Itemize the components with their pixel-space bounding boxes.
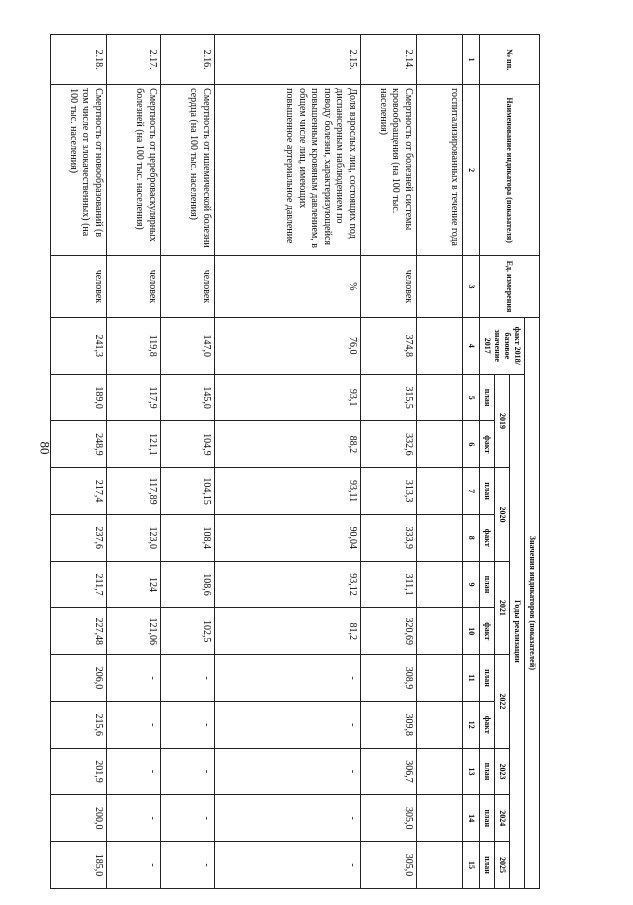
header-year-2021: 2021 (495, 561, 510, 654)
header-fact: факт (480, 701, 495, 748)
header-plan: план (480, 842, 495, 889)
value-cell: 217,4 (51, 468, 107, 515)
table-row (51, 35, 107, 889)
value-cell: 200,0 (51, 795, 107, 842)
value-cell: 211,7 (51, 561, 107, 608)
indicators-table (50, 34, 540, 889)
column-number: 1 (463, 35, 480, 85)
column-number: 6 (463, 421, 480, 468)
row-number: 2.18. (51, 35, 107, 85)
table-row (215, 35, 361, 889)
header-year-2019: 2019 (495, 374, 510, 467)
value-cell: - (107, 748, 161, 795)
value-cell: 206,0 (51, 655, 107, 702)
value-cell: 121,06 (107, 608, 161, 655)
value-cell: - (215, 748, 361, 795)
value-cell: 311,1 (361, 561, 417, 608)
value-cell: 306,7 (361, 748, 417, 795)
value-cell: - (107, 795, 161, 842)
header-year-2025: 2025 (495, 842, 510, 889)
value-cell: 315,5 (361, 374, 417, 421)
value-cell: 333,9 (361, 514, 417, 561)
value-cell (417, 514, 463, 561)
value-cell: 332,6 (361, 421, 417, 468)
value-cell: 308,9 (361, 655, 417, 702)
value-cell (417, 317, 463, 374)
row-number: 2.15. (215, 35, 361, 85)
value-cell: 81,2 (215, 608, 361, 655)
value-cell: 102,5 (161, 608, 215, 655)
value-cell: 309,8 (361, 701, 417, 748)
value-cell: 123,0 (107, 514, 161, 561)
value-cell: - (161, 655, 215, 702)
value-cell: - (215, 842, 361, 889)
value-cell: 313,3 (361, 468, 417, 515)
value-cell: 124 (107, 561, 161, 608)
value-cell: - (161, 842, 215, 889)
value-cell (417, 608, 463, 655)
indicator-name: Смертность от ишемической болезни сердца (на 100 тыс. населения) (161, 85, 215, 256)
value-cell: 119,8 (107, 317, 161, 374)
value-cell: 104,15 (161, 468, 215, 515)
unit-cell (417, 256, 463, 318)
header-year-2020: 2020 (495, 468, 510, 561)
value-cell: 227,48 (51, 608, 107, 655)
column-number: 7 (463, 468, 480, 515)
column-number: 2 (463, 85, 480, 256)
header-fact: факт (480, 608, 495, 655)
header-years-group: Годы реализации (510, 374, 525, 888)
table-row (361, 35, 417, 889)
value-cell: 93,11 (215, 468, 361, 515)
column-number: 11 (463, 655, 480, 702)
value-cell: 93,1 (215, 374, 361, 421)
value-cell (417, 374, 463, 421)
value-cell: 215,6 (51, 701, 107, 748)
value-cell: 305,0 (361, 842, 417, 889)
value-cell: - (215, 795, 361, 842)
header-fact: факт (480, 514, 495, 561)
table-row (107, 35, 161, 889)
header-year-2022: 2022 (495, 655, 510, 748)
row-number: 2.16. (161, 35, 215, 85)
table-row (417, 35, 463, 889)
value-cell: 248,9 (51, 421, 107, 468)
unit-cell: % (215, 256, 361, 318)
column-number: 13 (463, 748, 480, 795)
value-cell: 76,0 (215, 317, 361, 374)
header-plan: план (480, 795, 495, 842)
value-cell: - (107, 701, 161, 748)
value-cell (417, 748, 463, 795)
value-cell (417, 655, 463, 702)
indicator-name: Доля взрослых лиц, состоящих под диспансерным наблюдением по поводу болезни, характеризующейся повышенным кровяным давлением, в общем числе лиц, имеющих повышенное артериальное давление (215, 85, 361, 256)
value-cell: 117,89 (107, 468, 161, 515)
column-number: 9 (463, 561, 480, 608)
header-fact: факт (480, 421, 495, 468)
value-cell: 237,6 (51, 514, 107, 561)
column-number: 4 (463, 317, 480, 374)
table-body (51, 35, 463, 889)
value-cell: 189,0 (51, 374, 107, 421)
value-cell: - (161, 701, 215, 748)
indicator-name: госпитализированных в течение года (417, 85, 463, 256)
value-cell: 88,2 (215, 421, 361, 468)
value-cell (417, 421, 463, 468)
row-number: 2.14. (361, 35, 417, 85)
header-plan: план (480, 655, 495, 702)
indicator-name: Смертность от болезней системы кровообращения (на 100 тыс. населения) (361, 85, 417, 256)
column-number: 8 (463, 514, 480, 561)
unit-cell: человек (361, 256, 417, 318)
value-cell: - (107, 655, 161, 702)
value-cell: 305,0 (361, 795, 417, 842)
value-cell: - (107, 842, 161, 889)
table-wrapper (68, 34, 540, 889)
column-number: 5 (463, 374, 480, 421)
header-name: Наименование индикатора (показателя) (480, 85, 540, 256)
column-number: 10 (463, 608, 480, 655)
value-cell: 241,3 (51, 317, 107, 374)
column-number: 15 (463, 842, 480, 889)
unit-cell: человек (161, 256, 215, 318)
value-cell: 201,9 (51, 748, 107, 795)
indicator-name: Смертность от новообразований (в том числе от злокачественных) (на 100 тыс. населения) (51, 85, 107, 256)
value-cell: 108,4 (161, 514, 215, 561)
header-plan: план (480, 374, 495, 421)
header-values-group: Значения индикаторов (показателей) (525, 317, 540, 888)
value-cell: 145,0 (161, 374, 215, 421)
column-number: 12 (463, 701, 480, 748)
header-plan: план (480, 468, 495, 515)
value-cell (417, 561, 463, 608)
value-cell: 117,9 (107, 374, 161, 421)
value-cell: 320,69 (361, 608, 417, 655)
column-number: 3 (463, 256, 480, 318)
header-base: факт 2018/базовое значение 2017 (480, 317, 525, 374)
header-year-2023: 2023 (495, 748, 510, 795)
header-unit: Ед. измерения (480, 256, 540, 318)
value-cell: 90,04 (215, 514, 361, 561)
value-cell: - (161, 795, 215, 842)
header-plan: план (480, 561, 495, 608)
column-number: 14 (463, 795, 480, 842)
row-number (417, 35, 463, 85)
header-plan: план (480, 748, 495, 795)
page-number: 80 (37, 441, 53, 455)
value-cell (417, 842, 463, 889)
value-cell: - (161, 748, 215, 795)
unit-cell: человек (107, 256, 161, 318)
indicator-name: Смертность от цереброваскулярных болезней (на 100 тыс. населения) (107, 85, 161, 256)
value-cell: - (215, 655, 361, 702)
value-cell: 104,9 (161, 421, 215, 468)
row-number: 2.17. (107, 35, 161, 85)
value-cell (417, 468, 463, 515)
value-cell: 185,0 (51, 842, 107, 889)
value-cell: 147,0 (161, 317, 215, 374)
value-cell: 108,6 (161, 561, 215, 608)
value-cell: - (215, 701, 361, 748)
value-cell (417, 795, 463, 842)
table-row (161, 35, 215, 889)
value-cell: 93,12 (215, 561, 361, 608)
header-num: № пп. (480, 35, 540, 85)
value-cell: 374,8 (361, 317, 417, 374)
header-year-2024: 2024 (495, 795, 510, 842)
unit-cell: человек (51, 256, 107, 318)
value-cell: 121,1 (107, 421, 161, 468)
value-cell (417, 701, 463, 748)
